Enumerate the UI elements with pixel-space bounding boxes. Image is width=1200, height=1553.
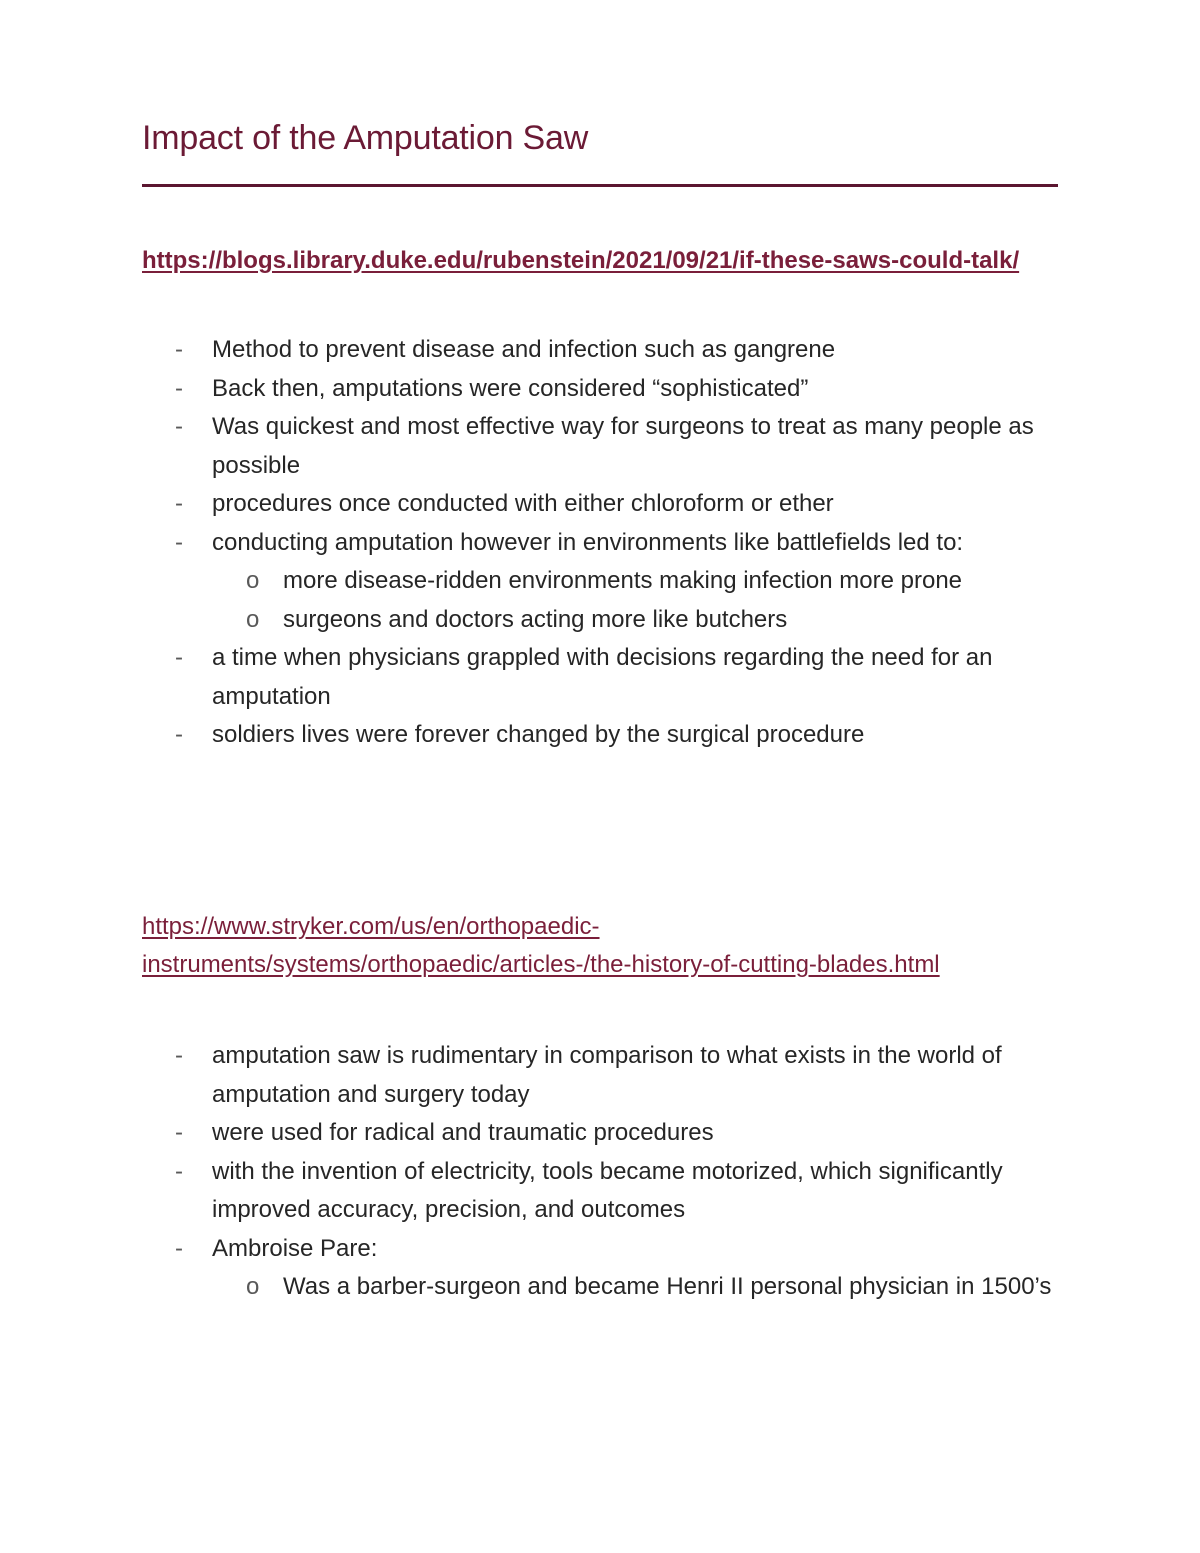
dash-marker: -: [175, 374, 183, 402]
dash-marker: -: [175, 1234, 183, 1262]
sub-list-item: o surgeons and doctors acting more like butchers: [0, 601, 1060, 640]
dash-marker: -: [175, 1042, 183, 1069]
list-item: - Was quickest and most effective way for surgeons to treat as many people as possible: [0, 408, 1060, 485]
dash-marker: -: [175, 721, 183, 748]
sub-list-item: o Was a barber-surgeon and became Henri II personal physician in 1500’s: [0, 1268, 1060, 1307]
circle-marker: o: [246, 567, 260, 594]
list-item: - a time when physicians grappled with decisions regarding the need for an amputation: [0, 639, 1060, 716]
dash-marker: -: [175, 1119, 183, 1146]
list-item: - Ambroise Pare:: [0, 1230, 1060, 1269]
list-item: - conducting amputation however in environments like battlefields led to:: [0, 524, 1060, 563]
page-title: Impact of the Amputation Saw: [142, 119, 589, 157]
section1-list: [0, 331, 1200, 755]
source-link-duke[interactable]: https://blogs.library.duke.edu/rubenstein/2021/09/21/if-these-saws-could-talk/: [142, 247, 1020, 274]
dash-marker: -: [175, 644, 183, 671]
dash-marker: -: [175, 490, 183, 517]
list-item: - with the invention of electricity, tools became motorized, which significantly improved accuracy, precision, and outcomes: [0, 1153, 1060, 1230]
dash-marker: -: [175, 413, 183, 440]
list-item: - Back then, amputations were considered “sophisticated”: [0, 370, 1060, 409]
section2-list: [0, 1037, 1200, 1307]
list-item: - Method to prevent disease and infection such as gangrene: [0, 331, 1060, 370]
dash-marker: -: [175, 528, 183, 556]
list-item: - were used for radical and traumatic procedures: [0, 1114, 1060, 1153]
title-divider: [142, 184, 1058, 187]
list-item: - procedures once conducted with either chloroform or ether: [0, 485, 1060, 524]
dash-marker: -: [175, 1157, 183, 1185]
circle-marker: o: [246, 1273, 260, 1300]
list-item: - amputation saw is rudimentary in comparison to what exists in the world of amputation and surgery today: [0, 1037, 1060, 1114]
sub-list-item: o more disease-ridden environments making infection more prone: [0, 562, 1060, 601]
dash-marker: -: [175, 336, 183, 363]
list-item: - soldiers lives were forever changed by the surgical procedure: [0, 716, 1060, 755]
circle-marker: o: [246, 605, 260, 633]
source-link-stryker[interactable]: https://www.stryker.com/us/en/orthopaedic-instruments/systems/orthopaedic/articles-/the-history-of-cutting-blades.html: [142, 913, 940, 978]
